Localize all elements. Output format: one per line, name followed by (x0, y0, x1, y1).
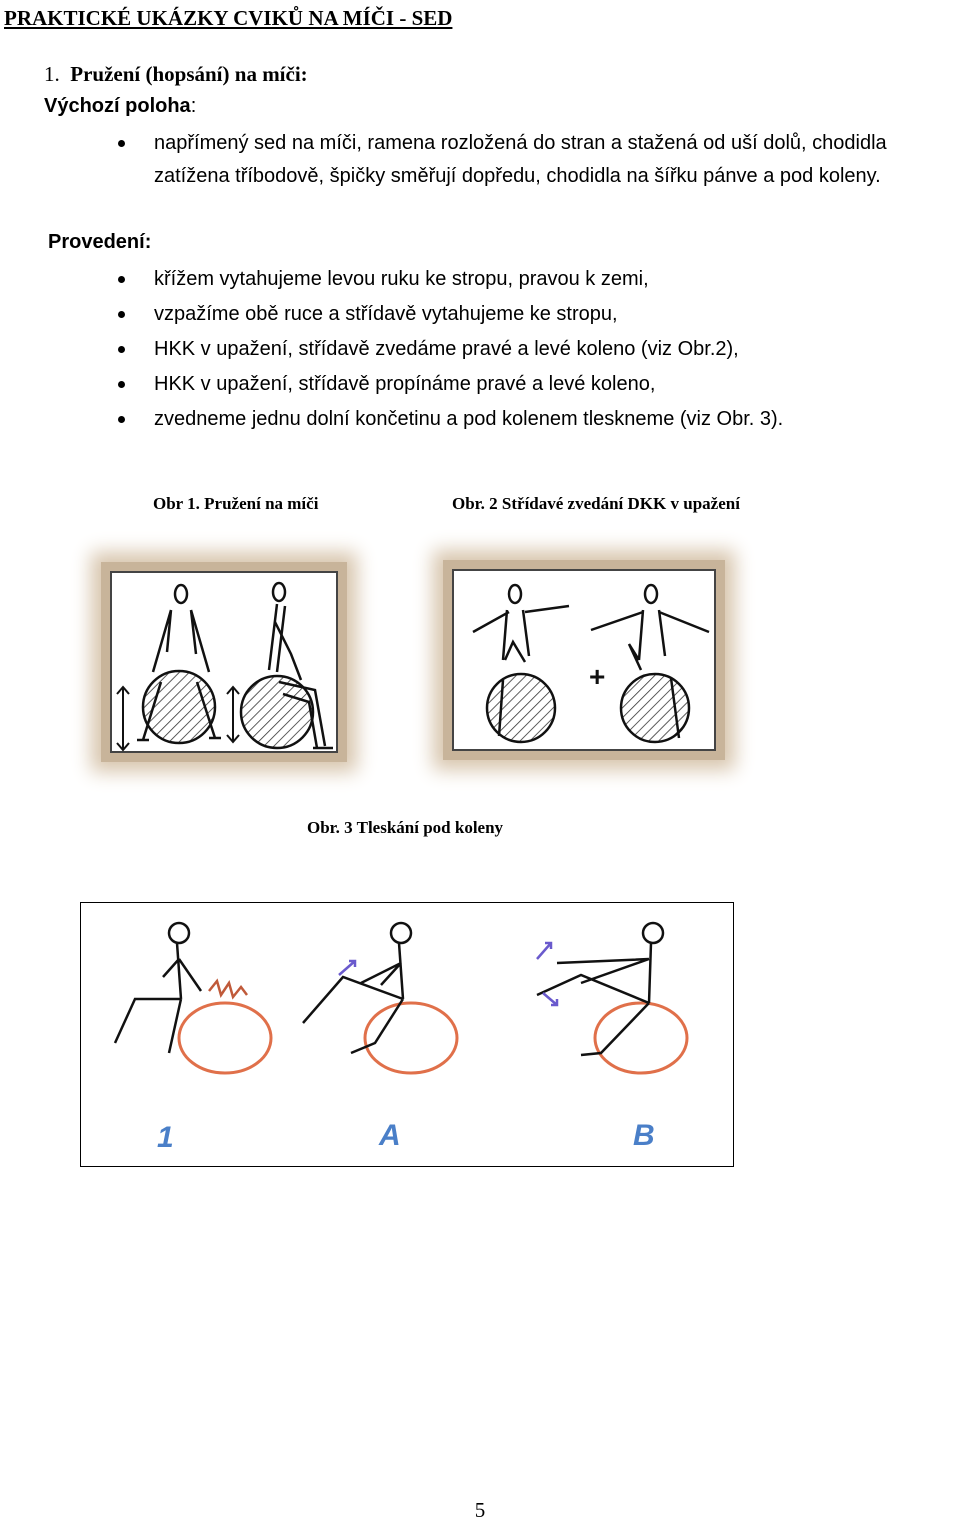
plus-sign: + (589, 661, 606, 692)
page-number: 5 (474, 1498, 486, 1522)
figure-3-label-A: A (379, 1119, 401, 1152)
figure-3-caption: Obr. 3 Tleskání pod koleny (307, 818, 504, 837)
figure-3-label-B: B (633, 1119, 655, 1152)
start-position-label (44, 95, 196, 118)
list-item: HKK v upažení, střídavě propínáme pravé a levé koleno, (112, 367, 912, 402)
page-heading: PRAKTICKÉ UKÁZKY CVIKŮ NA MÍČI - SED (4, 6, 453, 30)
figure-1 (101, 562, 347, 762)
execution-label (48, 231, 151, 254)
list-item: napřímený sed na míči, ramena rozložená do stran a stažená od uší dolů, chodidla zatížena tříbodově, špičky směřují dopředu, chodidla na šířku pánve a pod koleny. (112, 127, 960, 193)
start-position-label-bold: Výchozí poloha (44, 95, 191, 117)
figure-1-drawing (101, 562, 347, 762)
figure-3-drawing (81, 903, 733, 1166)
section-title-text: Pružení (hopsání) na míči: (70, 62, 308, 86)
figure-2-drawing (443, 560, 725, 760)
execution-list (112, 262, 912, 437)
figure-2 (443, 560, 725, 760)
section-title (44, 62, 308, 87)
list-item: zvedneme jednu dolní končetinu a pod kolenem tleskneme (viz Obr. 3). (112, 402, 912, 437)
list-item: křížem vytahujeme levou ruku ke stropu, pravou k zemi, (112, 262, 912, 297)
start-position-label-colon: : (190, 95, 197, 117)
execution-label-text: Provedení: (48, 231, 152, 253)
list-item: vzpažíme obě ruce a střídavě vytahujeme ke stropu, (112, 297, 912, 332)
section-number: 1. (44, 62, 60, 86)
list-item: HKK v upažení, střídavě zvedáme pravé a levé koleno (viz Obr.2), (112, 332, 912, 367)
start-position-list (112, 127, 960, 193)
figure-3 (80, 902, 734, 1167)
figure-2-caption: Obr. 2 Střídavé zvedání DKK v upažení (452, 494, 740, 513)
figure-1-caption: Obr 1. Pružení na míči (153, 494, 319, 513)
figure-3-label-1: 1 (157, 1121, 174, 1154)
